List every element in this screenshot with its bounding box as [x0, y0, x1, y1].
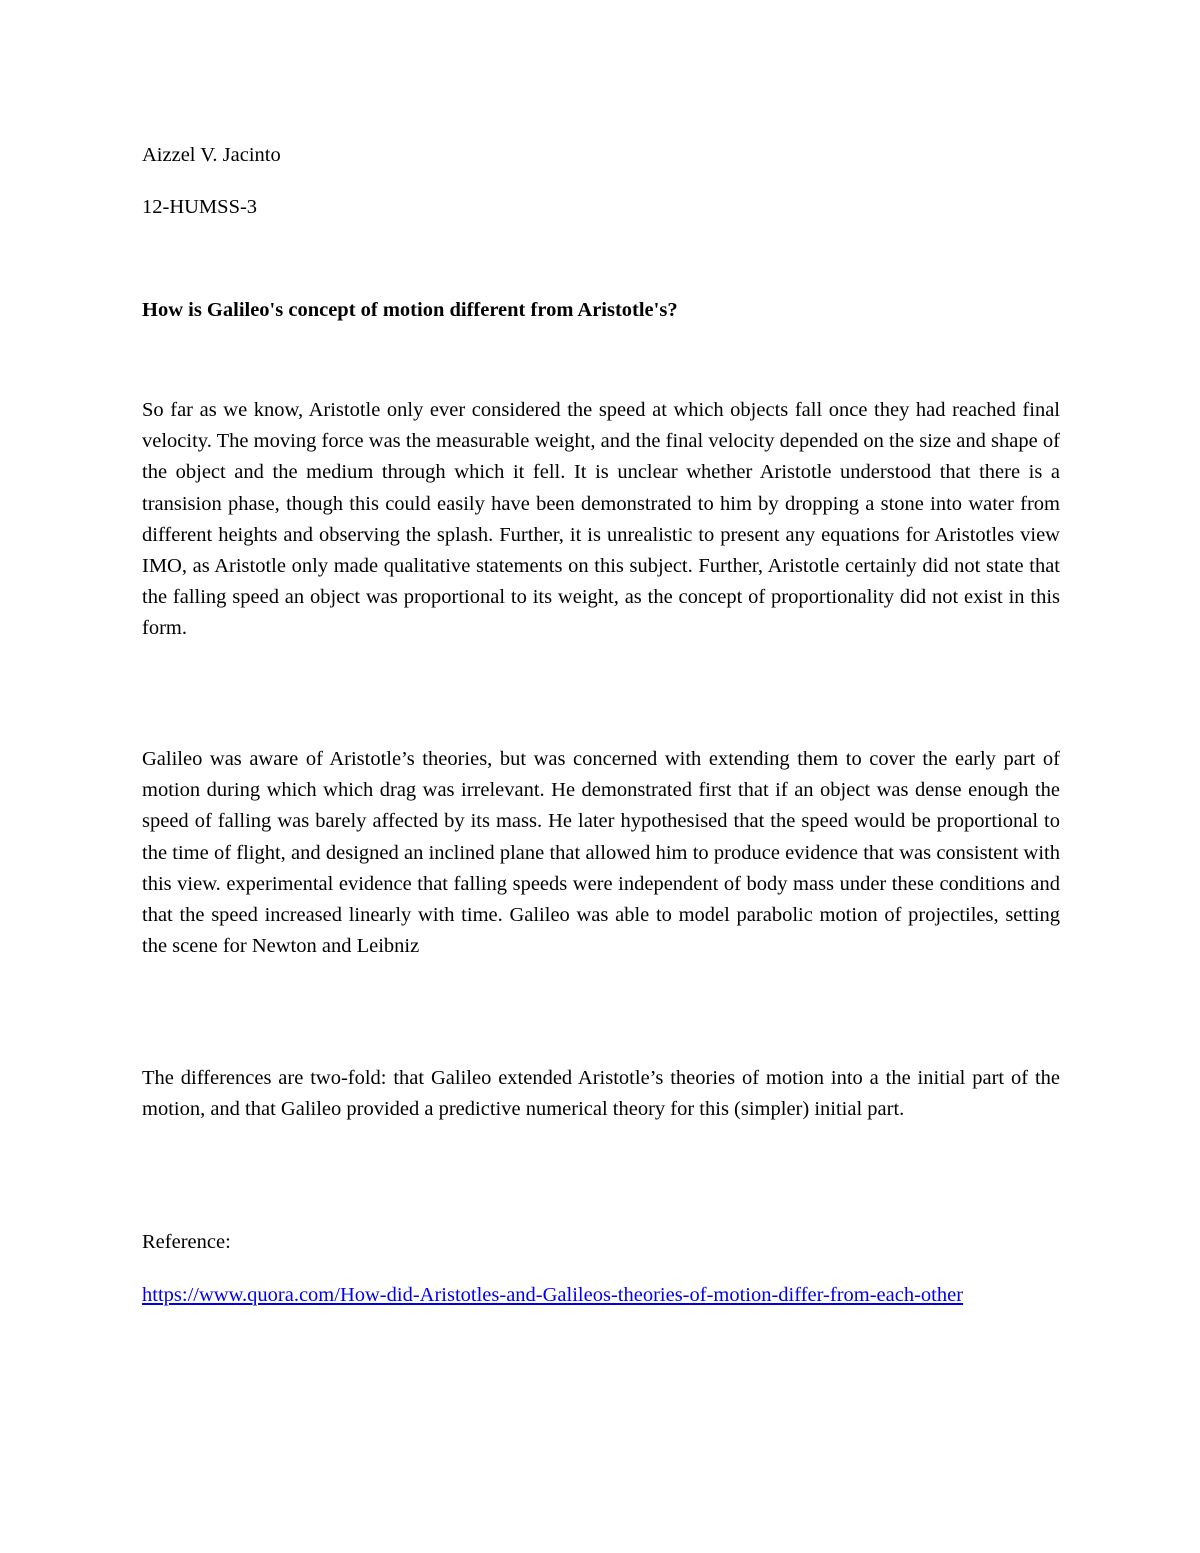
paragraph-galileo: Galileo was aware of Aristotle’s theories, but was concerned with extending them to cover the early part of motion during which which drag was irrelevant. He demonstrated first that if an object was dense enough the speed of falling was barely affected by its mass. He later hypothesised that the speed would be proportional to the time of flight, and designed an inclined plane that allowed him to produce evidence that was consistent with this view. experimental evidence that falling speeds were independent of body mass under these conditions and that the speed increased linearly with time. Galileo was able to model parabolic motion of projectiles, setting the scene for Newton and Leibniz: [142, 748, 1060, 958]
reference-link[interactable]: https://www.quora.com/How-did-Aristotles-and-Galileos-theories-of-motion-differ-from-each-other: [142, 1284, 964, 1306]
class-section: 12-HUMSS-3: [142, 196, 258, 218]
paragraph-differences: The differences are two-fold: that Galileo extended Aristotle’s theories of motion into a the initial part of the motion, and that Galileo provided a predictive numerical theory for this (simpler) initial part.: [142, 1067, 1060, 1121]
author-name: Aizzel V. Jacinto: [142, 144, 281, 166]
question-heading: How is Galileo's concept of motion different from Aristotle's?: [142, 299, 678, 321]
paragraph-aristotle: So far as we know, Aristotle only ever considered the speed at which objects fall once they had reached final velocity. The moving force was the measurable weight, and the final velocity depended on the size and shape of the object and the medium through which it fell. It is unclear whether Aristotle understood that there is a transision phase, though this could easily have been demonstrated to him by dropping a stone into water from different heights and observing the splash. Further, it is unrealistic to present any equations for Aristotles view IMO, as Aristotle only made qualitative statements on this subject. Further, Aristotle certainly did not state that the falling speed an object was proportional to its weight, as the concept of proportionality did not exist in this form.: [142, 399, 1060, 640]
reference-label: Reference:: [142, 1231, 231, 1253]
